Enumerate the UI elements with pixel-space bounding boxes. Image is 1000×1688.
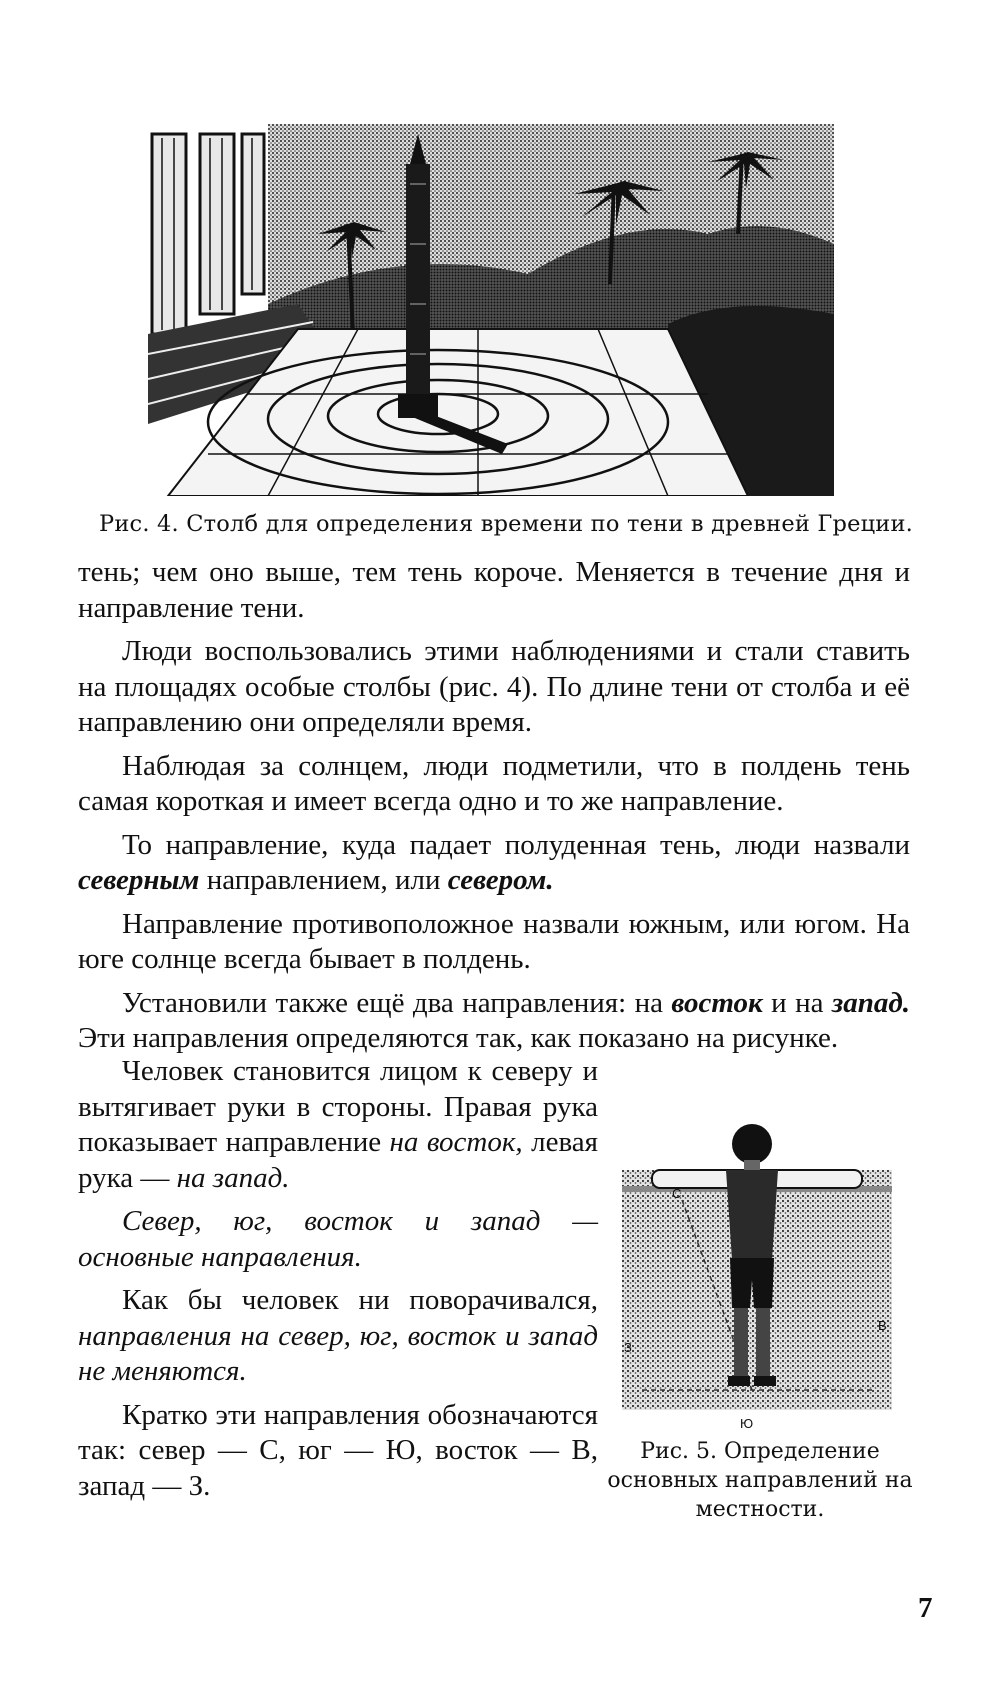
label-east: В (878, 1318, 887, 1333)
figure-4-illustration (148, 124, 834, 496)
paragraph: Наблюдая за солнцем, люди подметили, что в полдень тень самая короткая и имеет всегда одно и то же направление. (78, 749, 910, 817)
paragraph-north (78, 828, 910, 899)
page-number: 7 (918, 1592, 933, 1624)
paragraph-main-directions (78, 1204, 598, 1275)
paragraph-person (78, 1054, 598, 1196)
text-run: Эти направления определяются так, как показано на рисунке. (78, 1022, 839, 1054)
paragraph-abbreviations: Кратко эти направления обозначаются так: север — С, юг — Ю, восток — В, запад — З. (78, 1398, 598, 1502)
text-run: левая рука — (78, 1126, 598, 1194)
figure-4-caption: Рис. 4. Столб для определения времени по тени в древней Греции. (98, 511, 914, 537)
text-run: То направление, куда падает полуденная тень, люди назвали (122, 828, 910, 861)
paragraph-east-west (78, 986, 910, 1057)
term-northern: северным (78, 864, 200, 896)
term-east: восток (671, 986, 763, 1019)
italic-unchanged: направления на север, юг, восток и запад не меняются. (78, 1319, 598, 1387)
paragraph-south: Направление противоположное назвали южным, или югом. На юге солнце всегда бывает в полдень. (78, 907, 910, 975)
text-run: Как бы человек ни поворачивался, (122, 1284, 598, 1316)
term-north: севером. (447, 864, 554, 896)
figure-5-illustration (622, 1090, 892, 1432)
italic-east: на восток, (389, 1126, 523, 1158)
paragraph: тень; чем оно выше, тем тень короче. Меняется в течение дня и направление тени. (78, 556, 910, 624)
text-run: и на (762, 986, 832, 1019)
paragraph-turning (78, 1283, 598, 1390)
label-north: С (672, 1186, 682, 1201)
text-run: Установили также ещё два направления: на (122, 986, 672, 1019)
text-run: направлением, или (199, 864, 448, 896)
label-south: Ю (740, 1416, 754, 1431)
text-run: Человек становится лицом к северу и вытягивает руки в стороны. Правая рука показывает направление (78, 1055, 598, 1158)
paragraph: Люди воспользовались этими наблюдениями и стали ставить на площадях особые столбы (рис. 4). По длине тени от столба и её направлению они определяли время. (78, 635, 910, 738)
italic-main-directions: Север, юг, восток и запад — основные направления. (78, 1205, 598, 1273)
main-text-lower (78, 1054, 598, 1512)
italic-west: на запад. (176, 1161, 290, 1194)
label-west: З (624, 1340, 632, 1355)
term-west: запад. (831, 986, 910, 1019)
main-text-top (78, 555, 910, 1057)
figure-5-caption: Рис. 5. Определение основных направлений на местности. (607, 1439, 913, 1522)
